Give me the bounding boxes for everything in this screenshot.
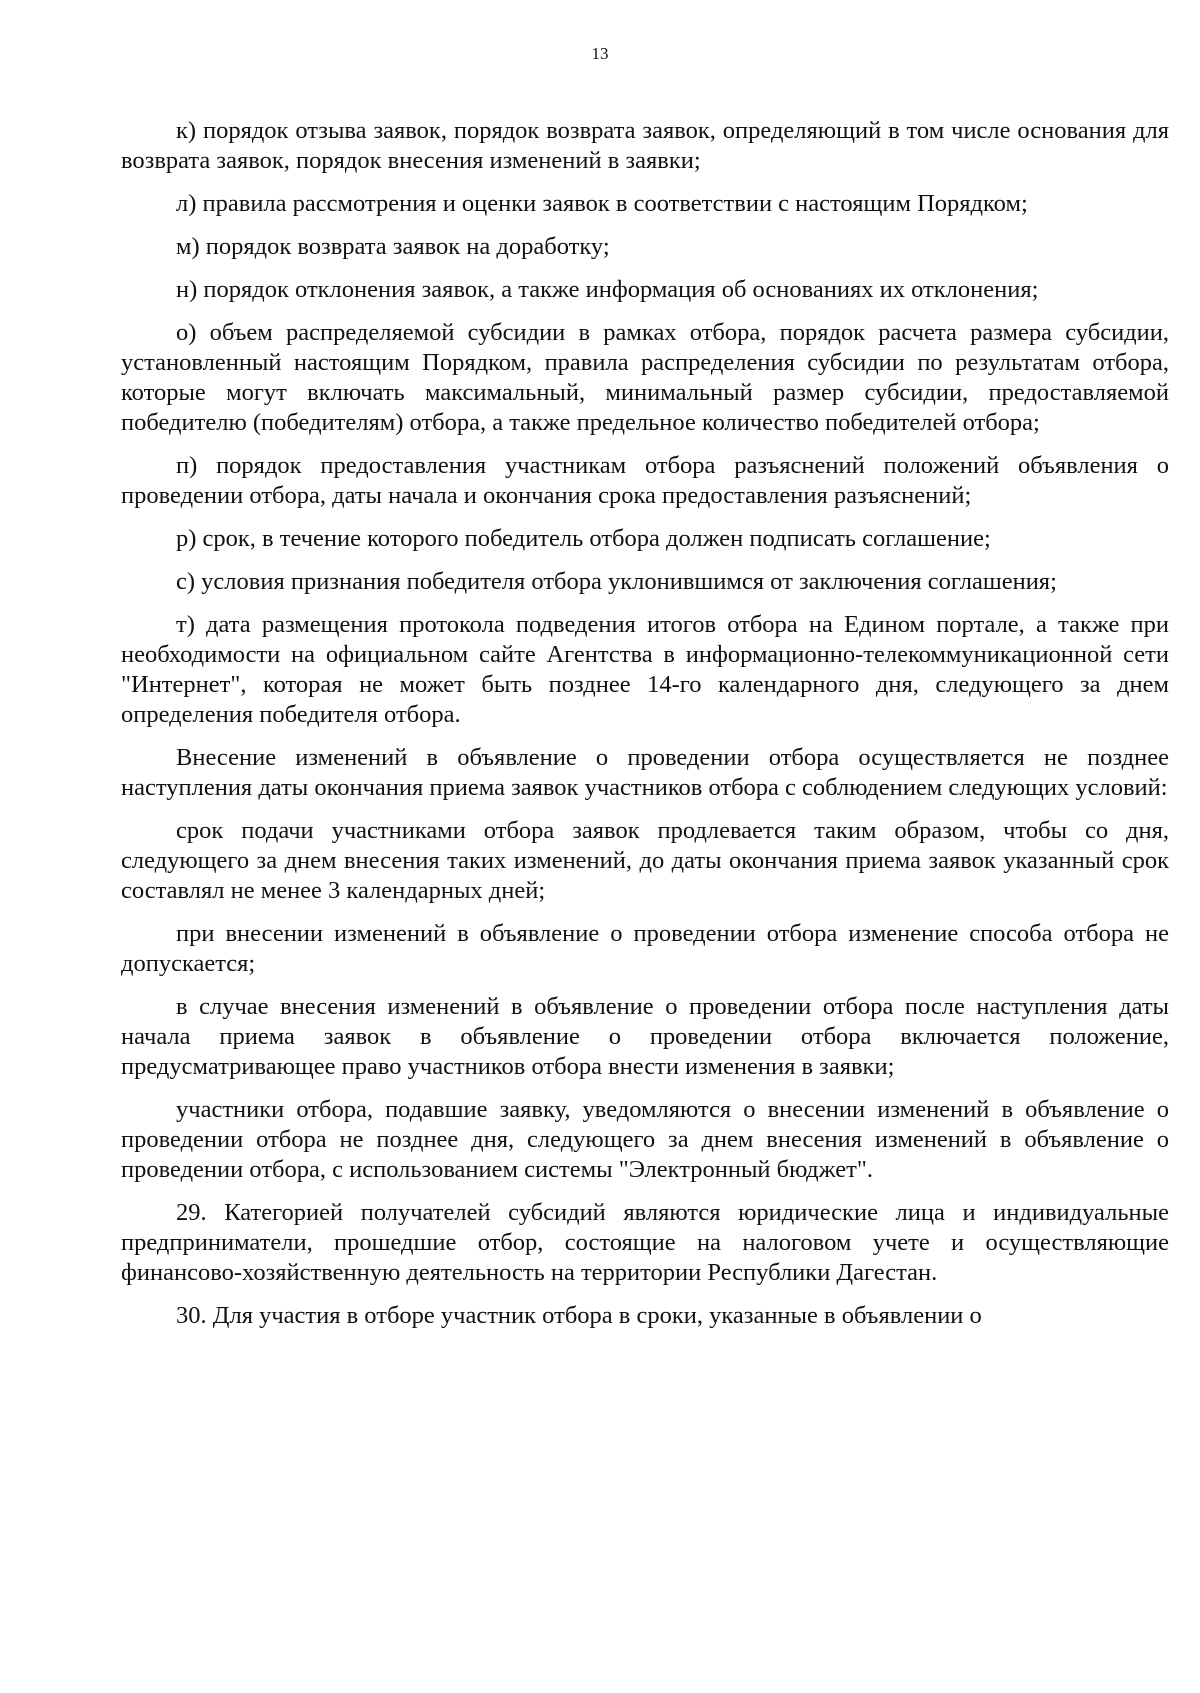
- paragraph-n: н) порядок отклонения заявок, а также информация об основаниях их отклонения;: [176, 276, 1039, 303]
- document-body: [121, 116, 1169, 1344]
- paragraph-29: 29. Категорией получателей субсидий являются юридические лица и индивидуальные предприниматели, прошедшие отбор, состоящие на налоговом учете и осуществляющие финансово-хозяйственную деятельность на территории Республики Дагестан.: [121, 1199, 1169, 1286]
- paragraph-k: к) порядок отзыва заявок, порядок возврата заявок, определяющий в том числе основания для возврата заявок, порядок внесения изменений в заявки;: [121, 117, 1169, 174]
- paragraph-l: л) правила рассмотрения и оценки заявок в соответствии с настоящим Порядком;: [176, 190, 1028, 217]
- paragraph-amend-after-start: в случае внесения изменений в объявление о проведении отбора после наступления даты начала приема заявок в объявление о проведении отбора включается положение, предусматривающее право участников отбора внести изменения в заявки;: [121, 993, 1169, 1080]
- paragraph-amendments: Внесение изменений в объявление о проведении отбора осуществляется не позднее наступления даты окончания приема заявок участников отбора с соблюдением следующих условий:: [121, 744, 1169, 801]
- paragraph-m: м) порядок возврата заявок на доработку;: [176, 233, 610, 260]
- paragraph-r: р) срок, в течение которого победитель отбора должен подписать соглашение;: [176, 525, 991, 552]
- paragraph-t: т) дата размещения протокола подведения итогов отбора на Едином портале, а также при необходимости на официальном сайте Агентства в информационно-телекоммуникационной сети "Интернет", которая не может быть позднее 14-го календарного дня, следующего за днем определения победителя отбора.: [121, 611, 1169, 728]
- paragraph-deadline-extension: срок подачи участниками отбора заявок продлевается таким образом, чтобы со дня, следующего за днем внесения таких изменений, до даты окончания приема заявок указанный срок составлял не менее 3 календарных дней;: [121, 817, 1169, 904]
- paragraph-30: 30. Для участия в отборе участник отбора в сроки, указанные в объявлении о: [176, 1302, 982, 1329]
- paragraph-p: п) порядок предоставления участникам отбора разъяснений положений объявления о проведении отбора, даты начала и окончания срока предоставления разъяснений;: [121, 452, 1169, 509]
- page-number: 13: [591, 44, 609, 63]
- paragraph-method-change: при внесении изменений в объявление о проведении отбора изменение способа отбора не допускается;: [121, 920, 1169, 977]
- paragraph-notification: участники отбора, подавшие заявку, уведомляются о внесении изменений в объявление о проведении отбора не позднее дня, следующего за днем внесения изменений в объявление о проведении отбора, с использованием системы "Электронный бюджет".: [121, 1096, 1169, 1183]
- paragraph-o: о) объем распределяемой субсидии в рамках отбора, порядок расчета размера субсидии, установленный настоящим Порядком, правила распределения субсидии по результатам отбора, которые могут включать максимальный, минимальный размер субсидии, предоставляемой победителю (победителям) отбора, а также предельное количество победителей отбора;: [121, 319, 1169, 436]
- paragraph-s: с) условия признания победителя отбора уклонившимся от заключения соглашения;: [176, 568, 1057, 595]
